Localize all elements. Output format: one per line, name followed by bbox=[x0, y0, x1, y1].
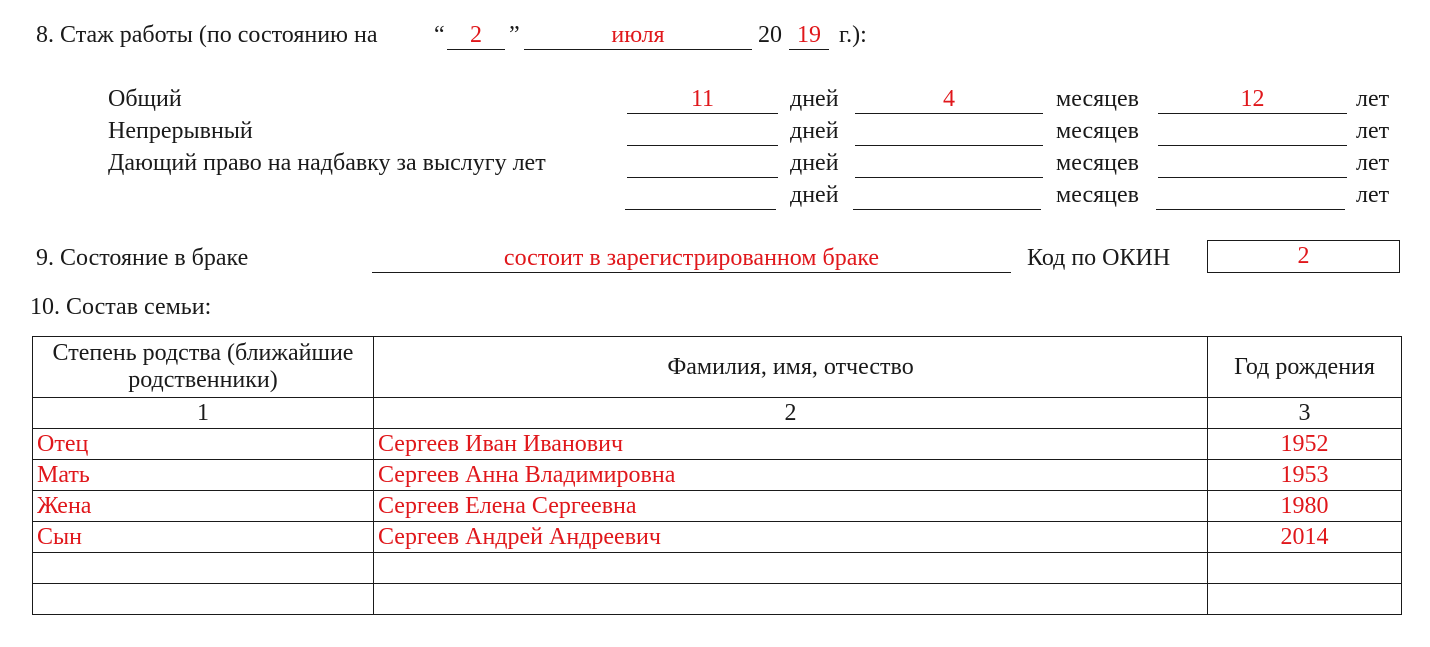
years-field[interactable]: 12 bbox=[1158, 85, 1347, 114]
days-field[interactable] bbox=[627, 149, 778, 178]
full-name-cell[interactable]: Сергеев Елена Сергеевна bbox=[374, 491, 1208, 522]
months-unit: месяцев bbox=[1056, 182, 1139, 208]
relation-cell[interactable]: Мать bbox=[33, 460, 374, 491]
months-unit: месяцев bbox=[1056, 118, 1139, 144]
header-birth-year: Год рождения bbox=[1208, 337, 1402, 398]
years-unit: лет bbox=[1356, 150, 1390, 176]
relation-cell[interactable] bbox=[33, 584, 374, 615]
days-field[interactable] bbox=[627, 117, 778, 146]
relation-cell[interactable]: Сын bbox=[33, 522, 374, 553]
relation-cell[interactable] bbox=[33, 553, 374, 584]
years-unit: лет bbox=[1356, 86, 1390, 112]
years-field[interactable] bbox=[1156, 181, 1345, 210]
date-day-field[interactable]: 2 bbox=[447, 21, 505, 50]
table-row bbox=[33, 584, 1402, 615]
col-number-2: 2 bbox=[374, 398, 1208, 429]
birth-year-cell[interactable] bbox=[1208, 584, 1402, 615]
year-prefix: 20 bbox=[758, 22, 782, 48]
marital-status-field[interactable]: состоит в зарегистрированном браке bbox=[372, 244, 1011, 273]
days-field[interactable] bbox=[625, 181, 776, 210]
header-relation: Степень родства (ближайшие родственники) bbox=[33, 337, 374, 398]
open-quote: “ bbox=[434, 22, 445, 48]
table-header-row bbox=[33, 337, 1402, 398]
days-unit: дней bbox=[790, 182, 839, 208]
full-name-cell[interactable] bbox=[374, 584, 1208, 615]
full-name-cell[interactable]: Сергеев Иван Иванович bbox=[374, 429, 1208, 460]
years-field[interactable] bbox=[1158, 117, 1347, 146]
table-row bbox=[33, 522, 1402, 553]
months-field[interactable] bbox=[855, 117, 1043, 146]
header-full-name: Фамилия, имя, отчество bbox=[374, 337, 1208, 398]
months-field[interactable] bbox=[853, 181, 1041, 210]
birth-year-cell[interactable]: 2014 bbox=[1208, 522, 1402, 553]
okin-label: Код по ОКИН bbox=[1027, 245, 1171, 271]
months-unit: месяцев bbox=[1056, 150, 1139, 176]
months-field[interactable]: 4 bbox=[855, 85, 1043, 114]
relation-cell[interactable]: Жена bbox=[33, 491, 374, 522]
table-row bbox=[33, 553, 1402, 584]
days-field[interactable]: 11 bbox=[627, 85, 778, 114]
birth-year-cell[interactable]: 1980 bbox=[1208, 491, 1402, 522]
col-number-1: 1 bbox=[33, 398, 374, 429]
full-name-cell[interactable]: Сергеев Анна Владимировна bbox=[374, 460, 1208, 491]
months-unit: месяцев bbox=[1056, 86, 1139, 112]
table-row bbox=[33, 491, 1402, 522]
year-tail: г.): bbox=[839, 22, 867, 48]
birth-year-cell[interactable]: 1952 bbox=[1208, 429, 1402, 460]
col-number-3: 3 bbox=[1208, 398, 1402, 429]
full-name-cell[interactable] bbox=[374, 553, 1208, 584]
section-9-title: 9. Состояние в браке bbox=[36, 245, 249, 271]
close-quote: ” bbox=[509, 22, 520, 48]
stazh-row-label: Непрерывный bbox=[108, 118, 253, 144]
relation-cell[interactable]: Отец bbox=[33, 429, 374, 460]
section-10-title: 10. Состав семьи: bbox=[30, 294, 212, 320]
date-month-field[interactable]: июля bbox=[524, 21, 752, 50]
date-year-field[interactable]: 19 bbox=[789, 21, 829, 50]
okin-code-field[interactable]: 2 bbox=[1207, 240, 1400, 273]
birth-year-cell[interactable] bbox=[1208, 553, 1402, 584]
months-field[interactable] bbox=[855, 149, 1043, 178]
stazh-row-label: Общий bbox=[108, 86, 182, 112]
table-row bbox=[33, 429, 1402, 460]
section-8-title: 8. Стаж работы (по состоянию на bbox=[36, 22, 378, 48]
days-unit: дней bbox=[790, 118, 839, 144]
days-unit: дней bbox=[790, 86, 839, 112]
stazh-row-label: Дающий право на надбавку за выслугу лет bbox=[108, 150, 546, 176]
family-table bbox=[32, 336, 1402, 615]
years-unit: лет bbox=[1356, 182, 1390, 208]
years-field[interactable] bbox=[1158, 149, 1347, 178]
years-unit: лет bbox=[1356, 118, 1390, 144]
full-name-cell[interactable]: Сергеев Андрей Андреевич bbox=[374, 522, 1208, 553]
birth-year-cell[interactable]: 1953 bbox=[1208, 460, 1402, 491]
table-row bbox=[33, 460, 1402, 491]
days-unit: дней bbox=[790, 150, 839, 176]
column-number-row bbox=[33, 398, 1402, 429]
